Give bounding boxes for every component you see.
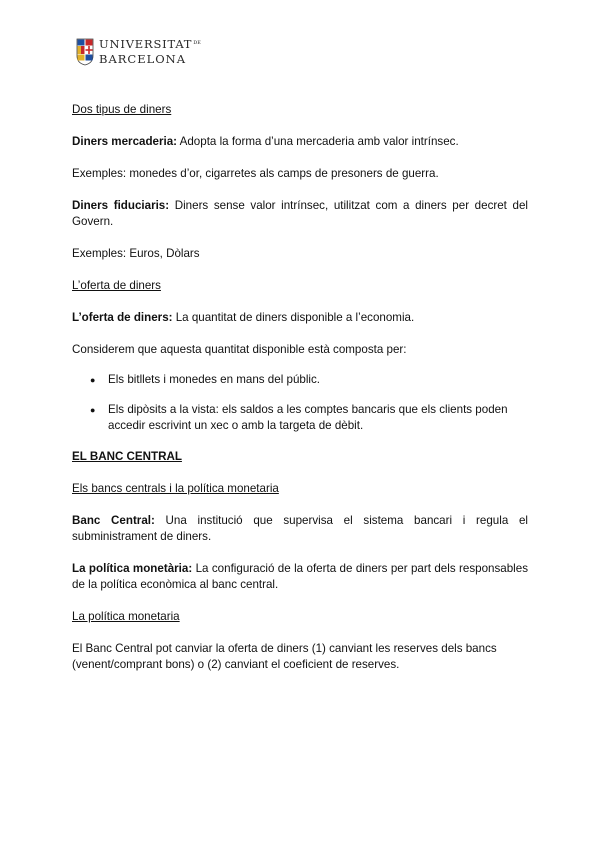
term-diners-fiduciaris: Diners fiduciaris: xyxy=(72,199,170,212)
term-oferta-diners: L’oferta de diners: xyxy=(72,311,173,324)
heading-banc-central: EL BANC CENTRAL xyxy=(72,450,182,463)
definition-politica-monetaria: La configuració de la oferta de diners per part dels responsables de la política econòmica al banc central. xyxy=(72,562,528,591)
list-item-text: Els dipòsits a la vista: els saldos a les comptes bancaris que els clients poden accedir escrivint un xec o amb la targeta de dèbit. xyxy=(108,403,508,432)
bullet-list xyxy=(72,372,528,434)
section-title-oferta: L’oferta de diners xyxy=(72,279,161,292)
logo-line2: BARCELONA xyxy=(99,51,187,66)
logo-line1: UNIVERSITAT xyxy=(99,37,193,51)
paragraph-considerem: Considerem que aquesta quantitat disponible està composta per: xyxy=(72,343,407,356)
university-name xyxy=(99,39,201,65)
paragraph-exemples-2: Exemples: Euros, Dòlars xyxy=(72,247,200,260)
paragraph-oferta-diners xyxy=(72,310,528,326)
bullet-dot-icon: ● xyxy=(90,405,96,415)
list-item xyxy=(72,372,528,388)
document-body xyxy=(72,102,528,673)
definition-diners-mercaderia: Adopta la forma d’una mercaderia amb valor intrínsec. xyxy=(177,135,459,148)
list-item-text: Els bitllets i monedes en mans del públic. xyxy=(108,373,321,386)
term-politica-monetaria: La política monetària: xyxy=(72,562,193,575)
logo-line1-small: DE xyxy=(193,40,201,46)
paragraph-exemples-1: Exemples: monedes d’or, cigarretes als camps de presoners de guerra. xyxy=(72,167,439,180)
paragraph-politica-monetaria xyxy=(72,561,528,593)
section-title-politica: La política monetaria xyxy=(72,610,180,623)
definition-banc-central: Una institució que supervisa el sistema bancari i regula el subministrament de diners. xyxy=(72,514,528,543)
university-logo xyxy=(76,38,201,66)
paragraph-banc-central xyxy=(72,513,528,545)
university-shield-icon xyxy=(76,38,94,66)
list-item xyxy=(72,402,528,434)
definition-oferta-diners: La quantitat de diners disponible a l’economia. xyxy=(172,311,415,324)
section-title-bancs-centrals: Els bancs centrals i la política monetaria xyxy=(72,482,279,495)
term-banc-central: Banc Central: xyxy=(72,514,155,527)
bullet-dot-icon: ● xyxy=(90,375,96,385)
term-diners-mercaderia: Diners mercaderia: xyxy=(72,135,178,148)
definition-diners-fiduciaris: Diners sense valor intrínsec, utilitzat com a diners per decret del Govern. xyxy=(72,199,528,228)
section-title-dos-tipus: Dos tipus de diners xyxy=(72,103,172,116)
paragraph-banc-central-pot: El Banc Central pot canviar la oferta de diners (1) canviant les reserves dels bancs (venent/comprant bons) o (2) canviant el coeficient de reserves. xyxy=(72,642,497,671)
paragraph-diners-mercaderia xyxy=(72,134,528,150)
paragraph-diners-fiduciaris xyxy=(72,198,528,230)
